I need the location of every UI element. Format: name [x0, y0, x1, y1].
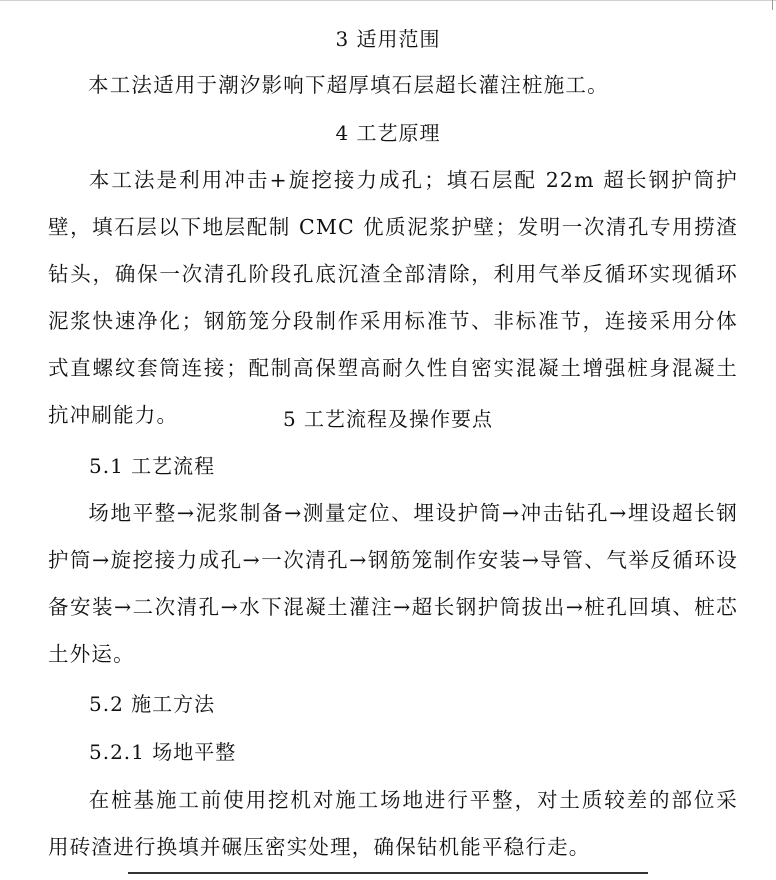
- section-3-paragraph: [48, 62, 738, 109]
- subsection-5-1-text: 场地平整→泥浆制备→测量定位、埋设护筒→冲击钻孔→埋设超长钢护筒→旋挖接力成孔→一次清孔→钢筋笼制作安装→导管、气举反循环设备安装→二次清孔→水下混凝土灌注→超长钢护筒拔出→桩孔回填、桩芯土外运。: [48, 501, 738, 666]
- page-edge-mark: [772, 0, 773, 10]
- section-4-paragraph: [48, 157, 738, 439]
- section-3-text: 本工法适用于潮汐影响下超厚填石层超长灌注桩施工。: [88, 73, 609, 97]
- subsection-5-2-1-text: 在桩基施工前使用挖机对施工场地进行平整，对土质较差的部位采用砖渣进行换填并碾压密实处理，确保钻机能平稳行走。: [48, 788, 738, 859]
- subsection-5-2-heading: 5.2 施工方法: [89, 692, 216, 716]
- subsection-5-2-1-heading: 5.2.1 场地平整: [89, 740, 237, 764]
- top-border: [0, 0, 776, 5]
- subsection-5-1-heading: 5.1 工艺流程: [89, 454, 216, 478]
- subsection-5-2-1-paragraph: [48, 777, 738, 871]
- section-4-text: 本工法是利用冲击+旋挖接力成孔；填石层配 22m 超长钢护筒护壁，填石层以下地层配制 CMC 优质泥浆护壁；发明一次清孔专用捞渣钻头，确保一次清孔阶段孔底沉渣全部清除，利用气举反循环实现循环泥浆快速净化；钢筋笼分段制作采用标准节、非标准节，连接采用分体式直螺纹套筒连接；配制高保塑高耐久性自密实混凝土增强桩身混凝土抗冲刷能力。: [48, 168, 738, 427]
- subsection-5-1-paragraph: [48, 490, 738, 678]
- section-3-heading: 3 适用范围: [335, 27, 441, 51]
- section-5-heading: 5 工艺流程及操作要点: [282, 407, 494, 431]
- section-4-heading: 4 工艺原理: [335, 121, 441, 145]
- bottom-rule: [128, 872, 648, 874]
